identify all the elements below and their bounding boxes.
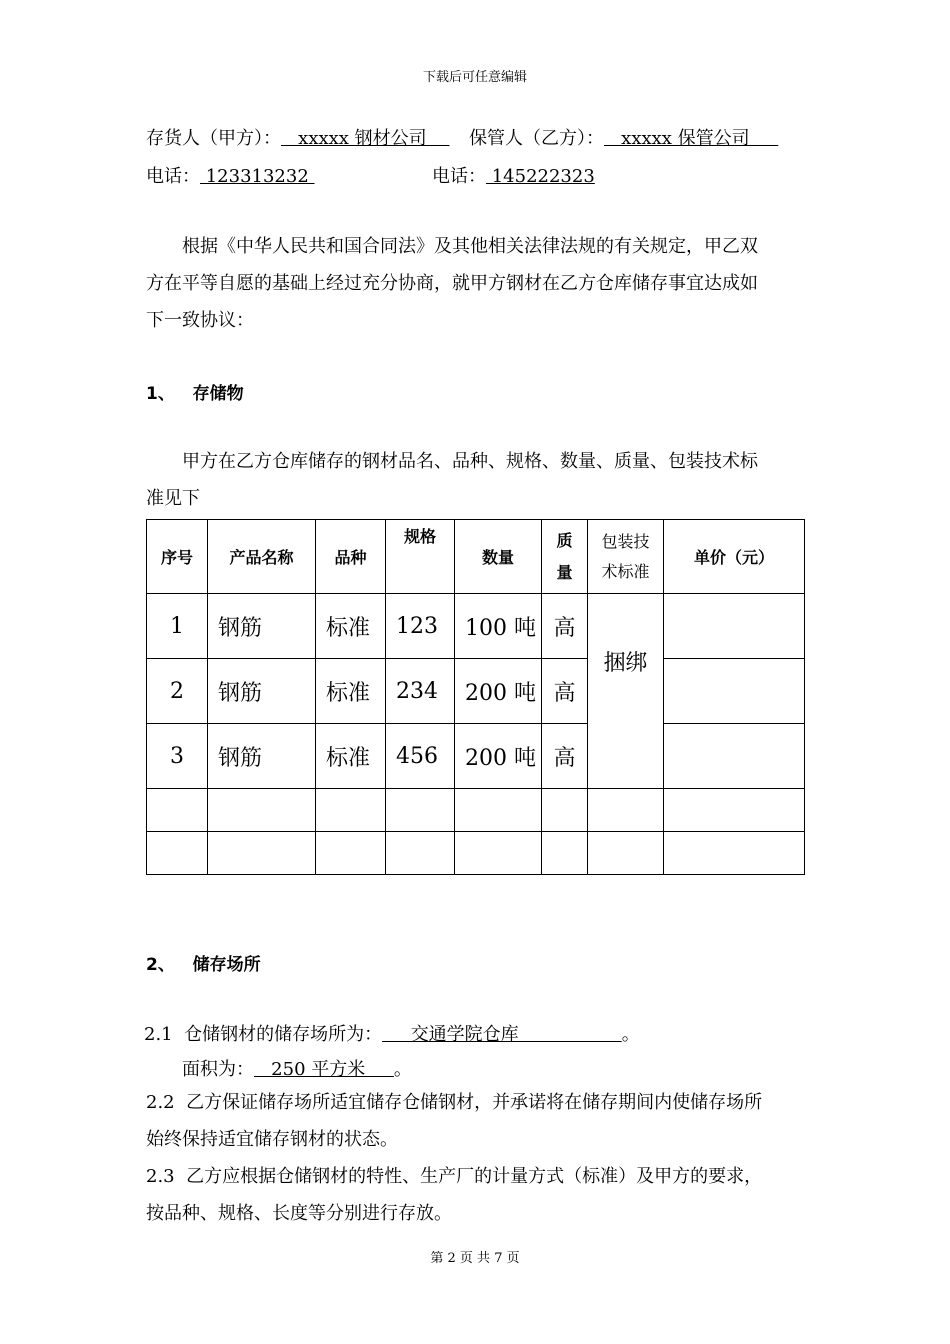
cell-empty [316,832,386,875]
party-a [146,124,450,150]
cell-variety: 标准 [316,659,386,724]
table-row [147,594,805,659]
cell-empty [147,789,208,832]
cell-empty [542,832,588,875]
cell-empty [147,832,208,875]
cell-empty [208,832,316,875]
header-quality-1: 质 [556,530,573,550]
clause-2-3-line-2: 按品种、规格、长度等分别进行存放。 [146,1203,452,1224]
cell-seq: 1 [147,594,208,659]
storage-table [146,519,805,875]
area-value: 250 平方米 [254,1059,394,1080]
table-row [147,724,805,789]
phone-a [146,162,315,188]
area-line [182,1055,412,1081]
cell-name: 钢筋 [208,659,316,724]
table-row [147,659,805,724]
phone-b-label: 电话： [432,166,486,187]
intro-line-1: 根据《中华人民共和国合同法》及其他相关法律法规的有关规定，甲乙双 [182,236,758,257]
section-1-text-1: 甲方在乙方仓库储存的钢材品名、品种、规格、数量、质量、包装技术标 [182,451,758,472]
party-b-value: xxxxx 保管公司 [604,128,779,149]
cell-empty [316,789,386,832]
header-pack-2: 术标准 [601,561,650,581]
cell-seq: 2 [147,659,208,724]
cell-empty [664,832,805,875]
table-row-empty [147,789,805,832]
header-seq: 序号 [147,520,208,594]
header-quality-2: 量 [556,562,573,582]
area-suffix: 。 [393,1059,412,1080]
cell-variety: 标准 [316,594,386,659]
cell-spec: 456 [386,724,455,789]
party-b [469,124,778,150]
phone-a-value: 123313232 [200,166,315,187]
cell-quality: 高 [542,724,588,789]
section-1-heading: 1、 存储物 [146,384,244,404]
cell-empty [386,789,455,832]
cell-empty [664,789,805,832]
cell-variety: 标准 [316,724,386,789]
header-price: 单价（元） [664,520,805,594]
phone-a-label: 电话： [146,166,200,187]
cell-price [664,594,805,659]
clause-2-3-line-1: 2.3 乙方应根据仓储钢材的特性、生产厂的计量方式（标准）及甲方的要求， [146,1166,763,1187]
cell-qty: 200 吨 [455,724,542,789]
cell-quality: 高 [542,594,588,659]
table-header-row [147,520,805,594]
header-pack-1: 包装技 [601,531,650,551]
cell-qty: 200 吨 [455,659,542,724]
cell-spec: 234 [386,659,455,724]
header-variety: 品种 [316,520,386,594]
header-quality [542,520,588,594]
clause-2-1-value: 交通学院仓库 [382,1024,622,1045]
phone-b-value: 145222323 [486,166,595,187]
party-a-value: xxxxx 钢材公司 [281,128,450,149]
cell-qty: 100 吨 [455,594,542,659]
cell-spec: 123 [386,594,455,659]
header-name: 产品名称 [208,520,316,594]
cell-name: 钢筋 [208,594,316,659]
cell-empty [588,789,664,832]
cell-seq: 3 [147,724,208,789]
cell-empty [455,789,542,832]
cell-empty [208,789,316,832]
cell-empty [542,789,588,832]
intro-line-2: 方在平等自愿的基础上经过充分协商，就甲方钢材在乙方仓库储存事宜达成如 [146,273,758,294]
party-a-label: 存货人（甲方）： [146,128,281,149]
page-footer: 第 2 页 共 7 页 [430,1251,520,1266]
cell-pack-merged: 捆绑 [588,594,664,789]
cell-price [664,659,805,724]
cell-empty [455,832,542,875]
table-row-empty [147,832,805,875]
clause-2-1 [144,1020,640,1046]
party-b-label: 保管人（乙方）： [469,128,604,149]
header-qty: 数量 [455,520,542,594]
cell-quality: 高 [542,659,588,724]
clause-2-2-line-2: 始终保持适宜储存钢材的状态。 [146,1129,398,1150]
clause-2-1-suffix: 。 [621,1024,640,1045]
clause-2-2-line-1: 2.2 乙方保证储存场所适宜储存仓储钢材，并承诺将在储存期间内使储存场所 [146,1092,763,1113]
phone-b [432,162,595,188]
header-pack [588,520,664,594]
cell-price [664,724,805,789]
area-prefix: 面积为： [182,1059,254,1080]
cell-empty [386,832,455,875]
cell-name: 钢筋 [208,724,316,789]
header-note: 下载后可任意编辑 [422,70,527,85]
cell-empty [588,832,664,875]
section-1-text-2: 准见下 [146,488,200,509]
intro-line-3: 下一致协议： [146,310,254,331]
clause-2-1-prefix: 2.1 仓储钢材的储存场所为： [144,1024,383,1045]
section-2-heading: 2、 储存场所 [146,955,261,975]
header-spec: 规格 [386,520,455,594]
